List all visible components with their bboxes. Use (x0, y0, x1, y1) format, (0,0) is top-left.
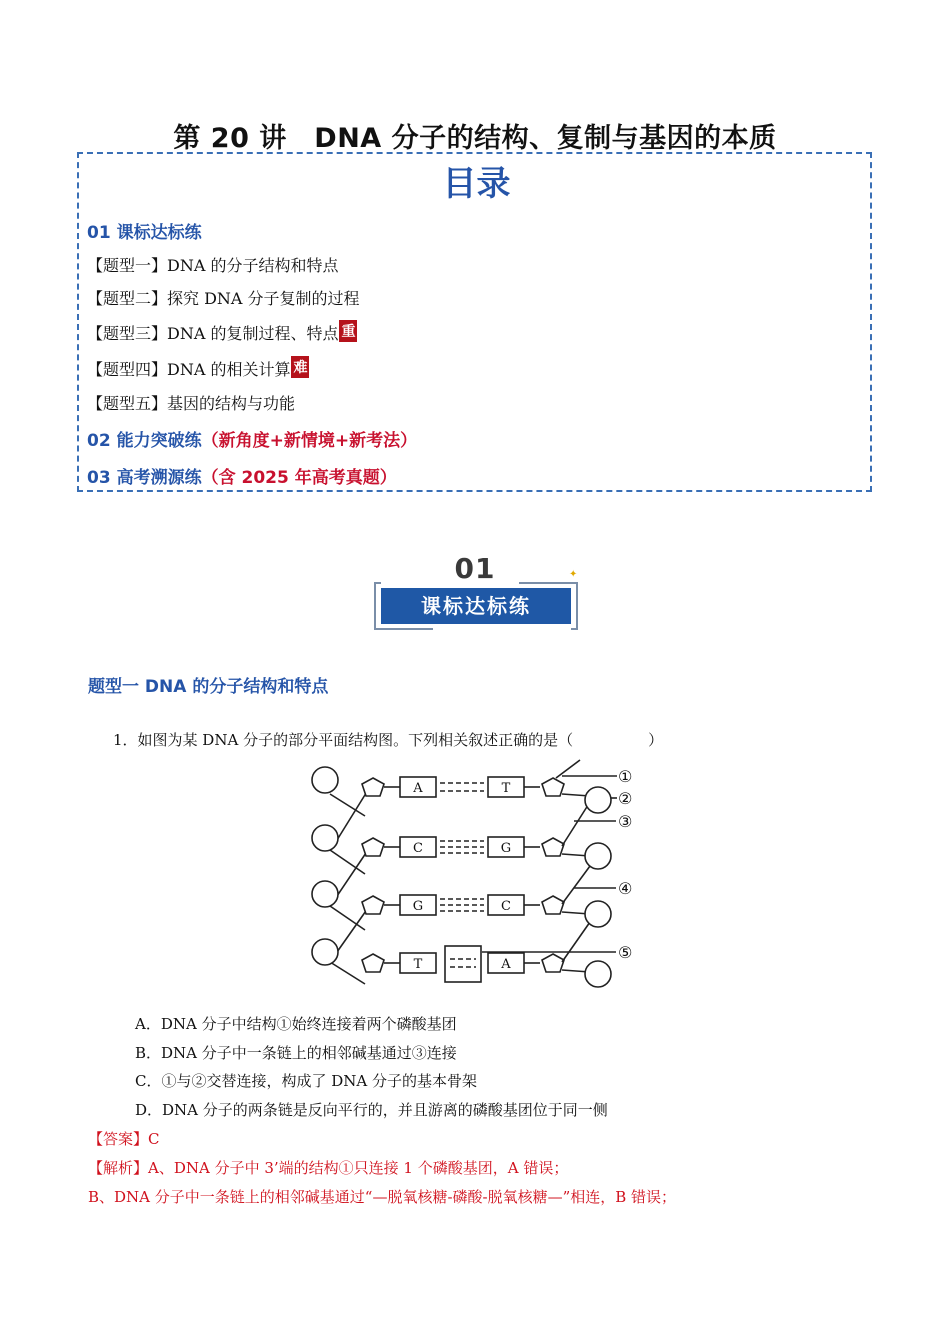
toc-section-label: 03 高考溯源练 (87, 468, 202, 488)
table-of-contents (77, 152, 872, 492)
base-label-right-1: T (501, 781, 511, 796)
toc-item-label: 【题型四】DNA 的相关计算 (87, 360, 291, 379)
page-title: 第 20 讲 DNA 分子的结构、复制与基因的本质 (173, 123, 777, 154)
key-point-badge: 重 (339, 320, 357, 342)
toc-item-label: 【题型二】探究 DNA 分子复制的过程 (87, 289, 360, 308)
toc-section-label: 01 课标达标练 (87, 223, 202, 243)
analysis-line-2: B、DNA 分子中一条链上的相邻碱基通过“—脱氧核糖-磷酸-脱氧核糖—”相连，B 错误； (88, 1188, 677, 1206)
answer: 【答案】C (88, 1130, 160, 1148)
toc-item-label: 【题型一】DNA 的分子结构和特点 (87, 256, 339, 275)
toc-section-1[interactable] (87, 218, 202, 243)
toc-section-label: 02 能力突破练 (87, 431, 202, 451)
base-label-left-3: G (412, 899, 424, 914)
toc-item-label: 【题型五】基因的结构与功能 (87, 394, 296, 413)
option-d[interactable]: D．DNA 分子的两条链是反向平行的，并且游离的磷酸基团位于同一侧 (135, 1101, 608, 1119)
option-c[interactable]: C．①与②交替连接，构成了 DNA 分子的基本骨架 (135, 1072, 477, 1090)
base-label-left-2: C (413, 841, 423, 856)
toc-item-4[interactable] (87, 356, 309, 380)
banner-number: 01 (454, 552, 496, 585)
toc-item-2[interactable] (87, 286, 360, 309)
callout-2: ② (618, 789, 633, 808)
toc-section-extra: （新角度+新情境+新考法） (201, 431, 418, 451)
banner-label: 课标达标练 (381, 588, 571, 624)
toc-heading: 目录 (442, 164, 511, 204)
option-a[interactable]: A．DNA 分子中结构①始终连接着两个磷酸基团 (135, 1015, 457, 1033)
callout-1: ① (618, 767, 633, 786)
svg-text:✦: ✦ (569, 569, 578, 580)
toc-section-2[interactable] (87, 426, 417, 451)
question-stem: 1．如图为某 DNA 分子的部分平面结构图。下列相关叙述正确的是（ ） (113, 731, 664, 749)
base-label-right-3: C (501, 899, 511, 914)
callout-4: ④ (618, 879, 633, 898)
toc-section-extra: （含 2025 年高考真题） (201, 468, 397, 488)
toc-item-5[interactable] (87, 391, 295, 414)
difficult-badge: 难 (291, 356, 309, 378)
toc-item-label: 【题型三】DNA 的复制过程、特点 (87, 324, 339, 343)
analysis-line-1: 【解析】A、DNA 分子中 3’端的结构①只连接 1 个磷酸基团，A 错误； (88, 1159, 569, 1177)
callout-3: ③ (618, 812, 633, 831)
base-label-left-4: T (413, 957, 423, 972)
base-label-right-2: G (500, 841, 512, 856)
callout-5: ⑤ (618, 943, 633, 962)
toc-item-3[interactable] (87, 320, 357, 344)
toc-section-3[interactable] (87, 463, 397, 488)
base-label-left-1: A (413, 781, 423, 796)
base-label-right-4: A (501, 957, 511, 972)
section-heading: 题型一 DNA 的分子结构和特点 (88, 677, 329, 697)
toc-item-1[interactable] (87, 253, 338, 276)
option-b[interactable]: B．DNA 分子中一条链上的相邻碱基通过③连接 (135, 1044, 457, 1062)
dna-structure-figure (300, 758, 645, 998)
